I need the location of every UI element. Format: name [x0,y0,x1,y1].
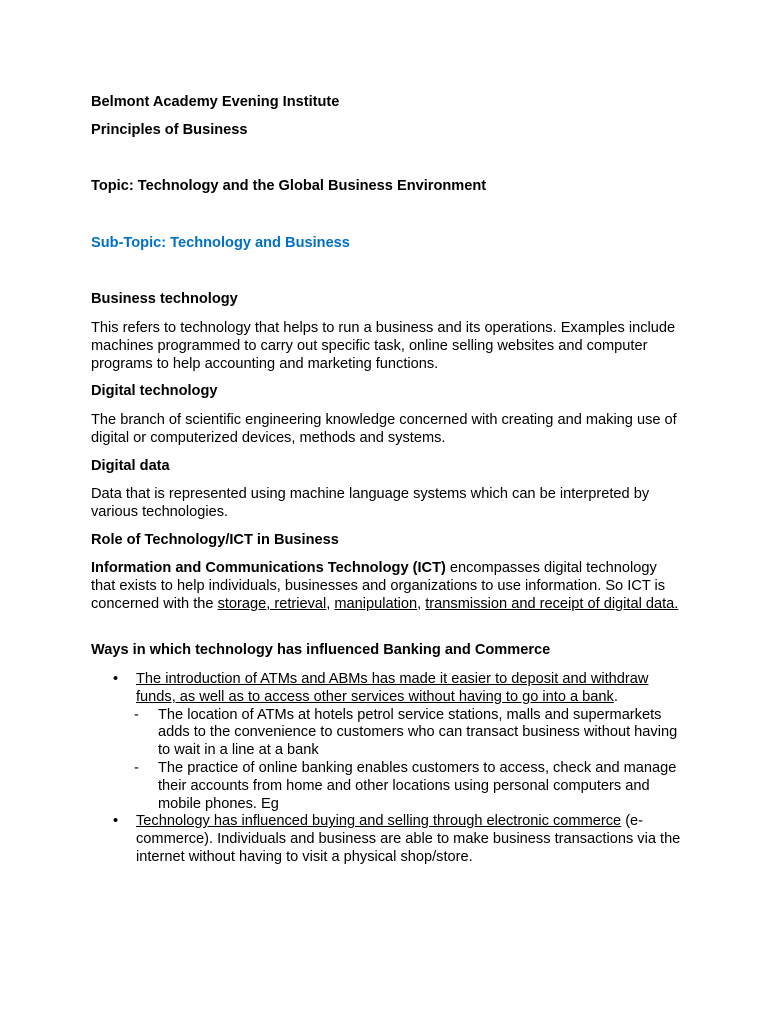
list-item: • Technology has influenced buying and selling through electronic commerce (e-commerce). Individuals and business are able to make business transactions via the internet without having to visit a physical shop/store. [113,813,681,865]
subtopic-heading: Sub-Topic: Technology and Business [91,235,350,251]
list-item [91,760,691,813]
business-technology-text: This refers to technology that helps to run a business and its operations. Examples include machines programmed to carry out specific task, online selling websites and computer programs to help accounting and marketing functions. [91,320,676,372]
dash-icon: - [134,706,139,723]
ict-transmission: transmission and receipt of digital data. [425,595,679,612]
digital-technology-heading: Digital technology [91,383,218,399]
ways-list [91,671,691,867]
business-technology-heading: Business technology [91,291,238,307]
dash-icon: - [134,759,139,776]
ict-description: encompasses digital technology that exists to help individuals, businesses and organizations to use information. So ICT is concerned with the [91,560,666,612]
ict-storage-retrieval: storage, retrieval [217,595,327,612]
digital-technology-text: The branch of scientific engineering knowledge concerned with creating and making use of digital or computerized devices, methods and systems. [91,412,677,446]
topic-heading: Topic: Technology and the Global Business Environment [91,178,487,194]
ict-term: Information and Communications Technology (ICT) [91,560,446,576]
digital-data-text: Data that is represented using machine language systems which can be interpreted by various technologies. [91,486,650,520]
list-item: • The introduction of ATMs and ABMs has made it easier to deposit and withdraw funds, as well as to access other services without having to go into a bank. [113,671,649,705]
role-ict-text: Information and Communications Technology (ICT) encompasses digital technology that exists to help individuals, businesses and organizations to use information. So ICT is concerned with the storage, retrieval, manipulation, transmission and receipt of digital data. [91,560,679,612]
ways-heading: Ways in which technology has influenced Banking and Commerce [91,642,551,658]
bullet-icon: • [113,671,119,687]
atm-abm-point: The introduction of ATMs and ABMs has made it easier to deposit and withdraw funds, as well as to access other services without having to go into a bank [136,671,649,705]
role-ict-heading: Role of Technology/ICT in Business [91,532,339,548]
ict-manipulation: manipulation [334,595,418,612]
list-item [91,707,691,760]
bullet-icon: • [113,813,119,830]
online-banking-point: The practice of online banking enables customers to access, check and manage their accounts from home and other locations using personal computers and mobile phones. Eg [158,759,677,812]
atm-location-point: The location of ATMs at hotels petrol service stations, malls and supermarkets adds to the convenience to customers who can transact business without having to wait in a line at a bank [158,706,678,759]
digital-data-heading: Digital data [91,458,170,474]
course-title: Principles of Business [91,122,248,138]
ecommerce-point: Technology has influenced buying and selling through electronic commerce [136,813,622,830]
institute-name: Belmont Academy Evening Institute [91,94,340,110]
